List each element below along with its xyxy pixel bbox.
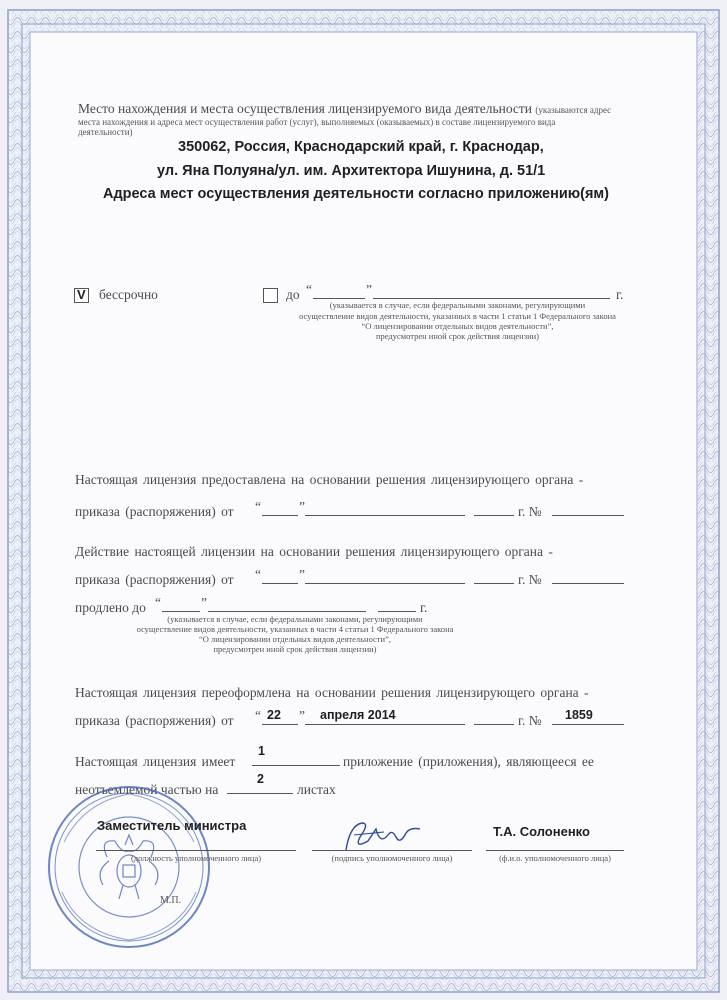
location-note-1: (указываются адрес: [535, 105, 612, 115]
reissued-month-line: [305, 724, 465, 725]
reissued-year-mark: г. №: [518, 713, 542, 728]
extended-line-1: Действие настоящей лицензии на основании решения лицензирующего органа -: [75, 544, 553, 559]
term-note-4: предусмотрен иной срок действия лицензии): [375, 331, 540, 341]
extended-until-day-line: [162, 611, 200, 612]
until-year-suffix: г.: [616, 287, 624, 302]
extended-quote-open: “: [255, 567, 261, 582]
until-date-line: [373, 298, 610, 299]
extended-year-mark: г. №: [518, 572, 542, 587]
checkbox-mark: V: [77, 287, 86, 302]
address-line-1: 350062, Россия, Краснодарский край, г. Краснодар,: [178, 139, 544, 155]
term-note-1: (указывается в случае, если федеральными законами, регулирующими: [329, 300, 586, 310]
extended-note-4: предусмотрен иной срок действия лицензии): [213, 644, 377, 654]
extended-month-line: [305, 583, 465, 584]
extended-number-line: [552, 583, 624, 584]
appendix-has-label: Настоящая лицензия имеет: [75, 754, 236, 769]
location-note-3: деятельности): [78, 127, 133, 137]
address-line-3: Адреса мест осуществления деятельности согласно приложению(ям): [103, 186, 609, 202]
appendix-part-label: неотъемлемой частью на: [75, 782, 219, 797]
extended-until-month-line: [208, 611, 366, 612]
reissued-day: 22: [267, 708, 281, 722]
unlimited-checkbox[interactable]: [74, 288, 89, 303]
appendix-label: приложение (приложения), являющееся ее: [343, 754, 594, 769]
until-quote-close: ”: [366, 282, 372, 297]
reissued-number-line: [552, 724, 624, 725]
until-label: до: [286, 287, 300, 302]
extended-until-year-suffix: г.: [420, 600, 428, 615]
signature-line: [312, 850, 472, 851]
extended-until-quote-open: “: [155, 595, 161, 610]
reissued-year-line: [474, 724, 514, 725]
granted-year-mark: г. №: [518, 504, 542, 519]
unlimited-label: бессрочно: [99, 287, 158, 302]
reissued-month-year: апреля 2014: [320, 708, 396, 722]
reissued-day-line: [262, 724, 298, 725]
address-line-2: ул. Яна Полуяна/ул. им. Архитектора Ишунина, д. 51/1: [157, 163, 546, 179]
until-day-line: [313, 298, 365, 299]
signatory-position: Заместитель министра: [97, 818, 247, 833]
until-quote-open: “: [306, 282, 312, 297]
extended-quote-close: ”: [299, 567, 305, 582]
reissued-quote-open: “: [255, 708, 261, 723]
granted-number-line: [552, 515, 624, 516]
appendix-sheets-line: [227, 793, 293, 794]
location-title: [78, 101, 611, 117]
extended-year-line: [474, 583, 514, 584]
granted-day-line: [262, 515, 298, 516]
appendix-count-line: [252, 765, 340, 766]
position-line: [96, 850, 296, 851]
official-seal: [44, 782, 214, 952]
reissued-order-label: приказа (распоряжения) от: [75, 713, 234, 728]
reissued-number: 1859: [565, 708, 593, 722]
extended-note-2: осуществление видов деятельности, указанных в части 4 статьи 1 Федерального закона: [136, 624, 454, 634]
extended-order-label: приказа (распоряжения) от: [75, 572, 234, 587]
granted-quote-close: ”: [299, 499, 305, 514]
term-note-2: осуществление видов деятельности, указанных в части 1 статьи 1 Федерального закона: [299, 311, 616, 321]
extended-note-1: (указывается в случае, если федеральными законами, регулирующими: [167, 614, 423, 624]
extended-day-line: [262, 583, 298, 584]
granted-order-label: приказа (распоряжения) от: [75, 504, 234, 519]
cap-position: (должность уполномоченного лица): [130, 853, 262, 863]
signatory-name: Т.А. Солоненко: [493, 824, 590, 839]
cap-signature: (подпись уполномоченного лица): [331, 853, 453, 863]
seal-mark: М.П.: [160, 895, 182, 906]
granted-month-line: [305, 515, 465, 516]
until-checkbox[interactable]: [263, 288, 278, 303]
name-line: [486, 850, 624, 851]
appendix-count: 1: [258, 744, 265, 758]
extended-until-label: продлено до: [75, 600, 146, 615]
cap-name: (ф.и.о. уполномоченного лица): [499, 853, 611, 863]
reissued-line-1: Настоящая лицензия переоформлена на основании решения лицензирующего органа -: [75, 685, 589, 700]
term-note-3: “О лицензировании отдельных видов деятельности”,: [361, 321, 554, 331]
location-title-text: Место нахождения и места осуществления лицензируемого вида деятельности: [78, 101, 533, 116]
extended-note-3: “О лицензировании отдельных видов деятельности”,: [199, 634, 391, 644]
granted-quote-open: “: [255, 499, 261, 514]
extended-until-quote-close: ”: [201, 595, 207, 610]
granted-year-line: [474, 515, 514, 516]
granted-line-1: Настоящая лицензия предоставлена на основании решения лицензирующего органа -: [75, 472, 584, 487]
reissued-quote-close: ”: [299, 708, 305, 723]
extended-until-year-line: [378, 611, 416, 612]
appendix-sheets-label: листах: [297, 782, 336, 797]
location-note-2: места нахождения и адреса мест осуществления работ (услуг), выполняемых (оказываемых) в составе лицензируемого вида: [78, 117, 556, 127]
appendix-sheets: 2: [257, 772, 264, 786]
